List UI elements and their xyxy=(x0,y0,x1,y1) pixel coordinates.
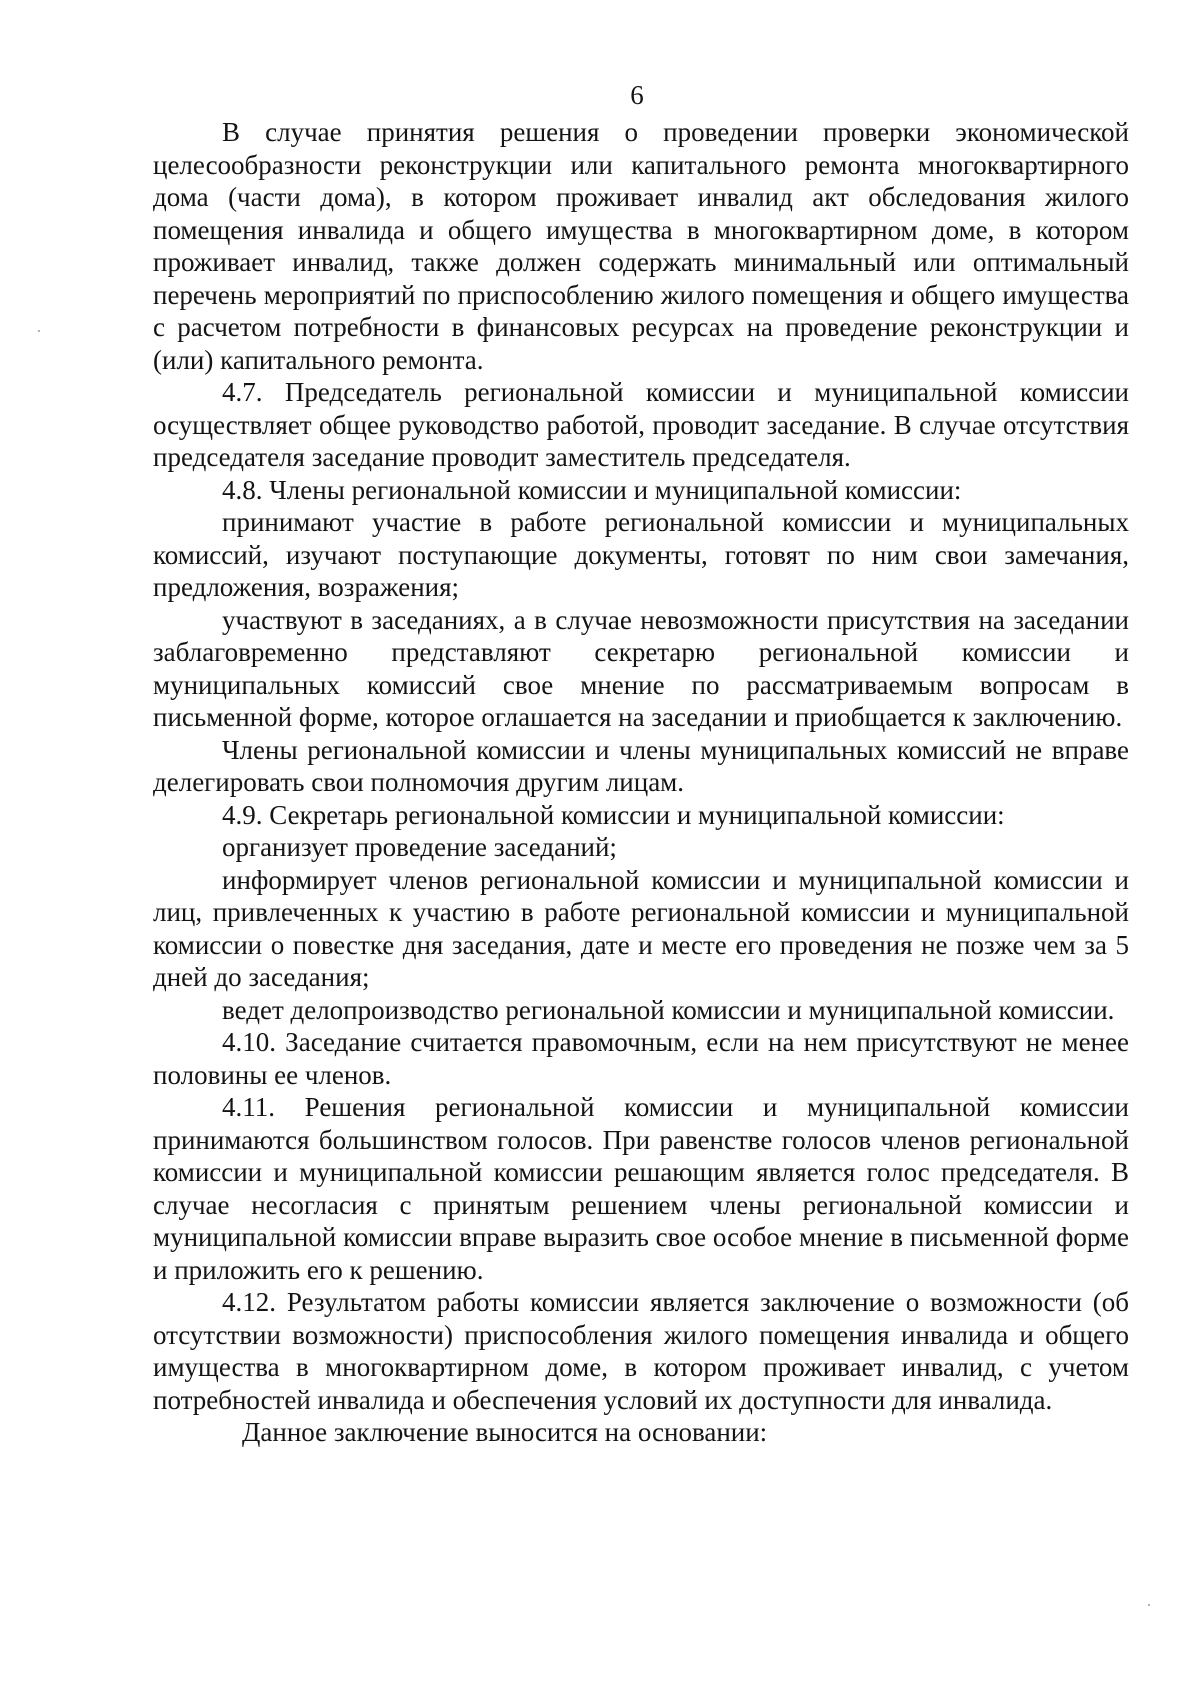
paragraph-secretary-informs: информирует членов региональной комиссии и муниципальной комиссии и лиц, привлеченных к участию в работе региональной комиссии и муниципальной комиссии о повестке дня заседания, дате и месте его проведения не позже чем за 5 дней до заседания; xyxy=(153,864,1129,992)
paragraph-conclusion-basis: Данное заключение выносится на основании: xyxy=(242,1417,768,1447)
paragraph-members-attend: участвуют в заседаниях, а в случае невозможности присутствия на заседании заблаговременно представляют секретарю региональной комиссии и муниципальных комиссий свое мнение по рассматриваемым вопросам в письменной форме, которое оглашается на заседании и приобщается к заключению. xyxy=(153,604,1129,732)
paragraph-secretary-organizes: организует проведение заседаний; xyxy=(222,832,617,862)
paragraph-members-delegation: Члены региональной комиссии и члены муниципальных комиссий не вправе делегировать свои полномочия другим лицам. xyxy=(153,734,1129,797)
paragraph-secretary-records: ведет делопроизводство региональной комиссии и муниципальной комиссии. xyxy=(222,994,1115,1025)
scan-speck xyxy=(38,330,40,332)
scan-speck xyxy=(1148,1604,1150,1606)
paragraph-4-11-decisions: 4.11. Решения региональной комиссии и муниципальной комиссии принимаются большинством голосов. При равенстве голосов членов региональной комиссии и муниципальной комиссии решающим является голос председателя. В случае несогласия с принятым решением члены региональной комиссии и муниципальной комиссии вправе выразить свое особое мнение в письменной форме и приложить его к решению. xyxy=(153,1092,1129,1285)
paragraph-4-10-quorum: 4.10. Заседание считается правомочным, если на нем присутствуют не менее половины ее членов. xyxy=(153,1027,1129,1090)
paragraph-reconstruction-check: В случае принятия решения о проведении проверки экономической целесообразности реконструкции или капитального ремонта многоквартирного дома (части дома), в котором проживает инвалид акт обследования жилого помещения инвалида и общего имущества в многоквартирном доме, в котором проживает инвалид, также должен содержать минимальный или оптимальный перечень мероприятий по приспособлению жилого помещения и общего имущества с расчетом потребности в финансовых ресурсах на проведение реконструкции и (или) капитального ремонта. xyxy=(153,117,1129,375)
paragraph-4-9-secretary: 4.9. Секретарь региональной комиссии и муниципальной комиссии: xyxy=(222,799,1005,830)
paragraph-4-12-result: 4.12. Результатом работы комиссии является заключение о возможности (об отсутствии возможности) приспособления жилого помещения инвалида и общего имущества в многоквартирном доме, в котором проживает инвалид, с учетом потребностей инвалида и обеспечения условий их доступности для инвалида. xyxy=(153,1287,1129,1415)
paragraph-members-participate: принимают участие в работе региональной комиссии и муниципальных комиссий, изучают поступающие документы, готовят по ним свои замечания, предложения, возражения; xyxy=(153,507,1129,602)
paragraph-4-8-members: 4.8. Члены региональной комиссии и муниципальной комиссии: xyxy=(222,474,962,505)
paragraph-4-7-chairman: 4.7. Председатель региональной комиссии и муниципальной комиссии осуществляет общее руководство работой, проводит заседание. В случае отсутствия председателя заседание проводит заместитель председателя. xyxy=(153,377,1129,472)
document-body xyxy=(153,116,1129,1449)
page-number: 6 xyxy=(630,80,644,110)
